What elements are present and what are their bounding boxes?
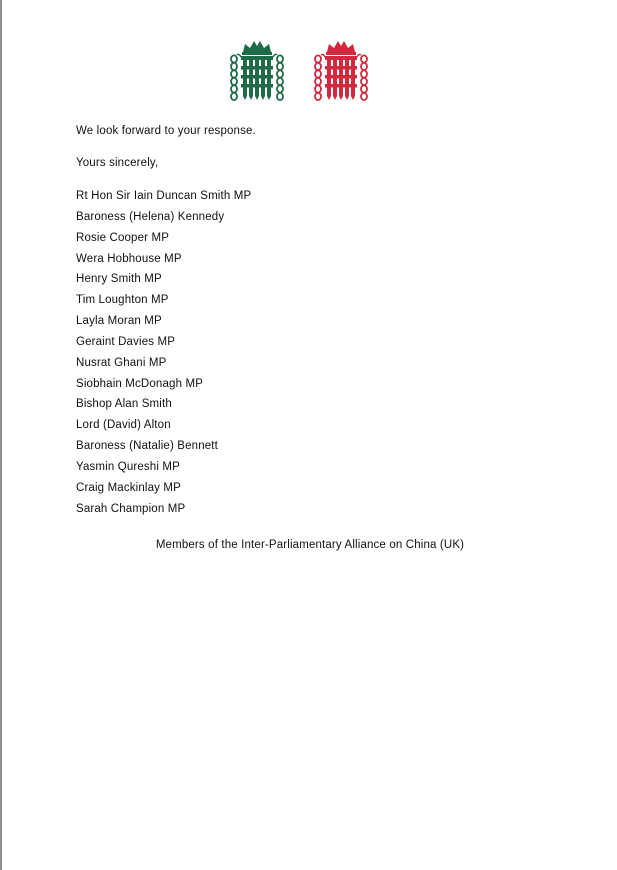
signatory: Craig Mackinlay MP <box>76 481 181 494</box>
signatory: Siobhain McDonagh MP <box>76 377 204 390</box>
signatory: Baroness (Natalie) Bennett <box>76 440 218 453</box>
signatory: Baroness (Helena) Kennedy <box>76 210 225 223</box>
closing-line: We look forward to your response. <box>76 125 256 137</box>
signatory: Geraint Davies MP <box>76 335 176 348</box>
signatory: Yasmin Qureshi MP <box>76 460 180 473</box>
footer-affiliation: Members of the Inter-Parliamentary Alliance on China (UK) <box>155 539 465 551</box>
signatory-list <box>76 189 251 523</box>
signoff-line: Yours sincerely, <box>76 157 159 169</box>
signatory: Sarah Champion MP <box>76 502 186 515</box>
logo-row <box>229 40 369 102</box>
page-edge <box>0 0 2 870</box>
portcullis-icon <box>229 40 285 102</box>
portcullis-icon <box>313 40 369 102</box>
signatory: Tim Loughton MP <box>76 294 169 307</box>
signatory: Rt Hon Sir Iain Duncan Smith MP <box>76 190 252 202</box>
signatory: Layla Moran MP <box>76 315 162 328</box>
signatory: Henry Smith MP <box>76 273 162 286</box>
signatory: Nusrat Ghani MP <box>76 356 167 369</box>
signatory: Rosie Cooper MP <box>76 231 170 244</box>
signatory: Lord (David) Alton <box>76 419 171 432</box>
signatory: Wera Hobhouse MP <box>76 252 182 265</box>
signatory: Bishop Alan Smith <box>76 398 172 411</box>
